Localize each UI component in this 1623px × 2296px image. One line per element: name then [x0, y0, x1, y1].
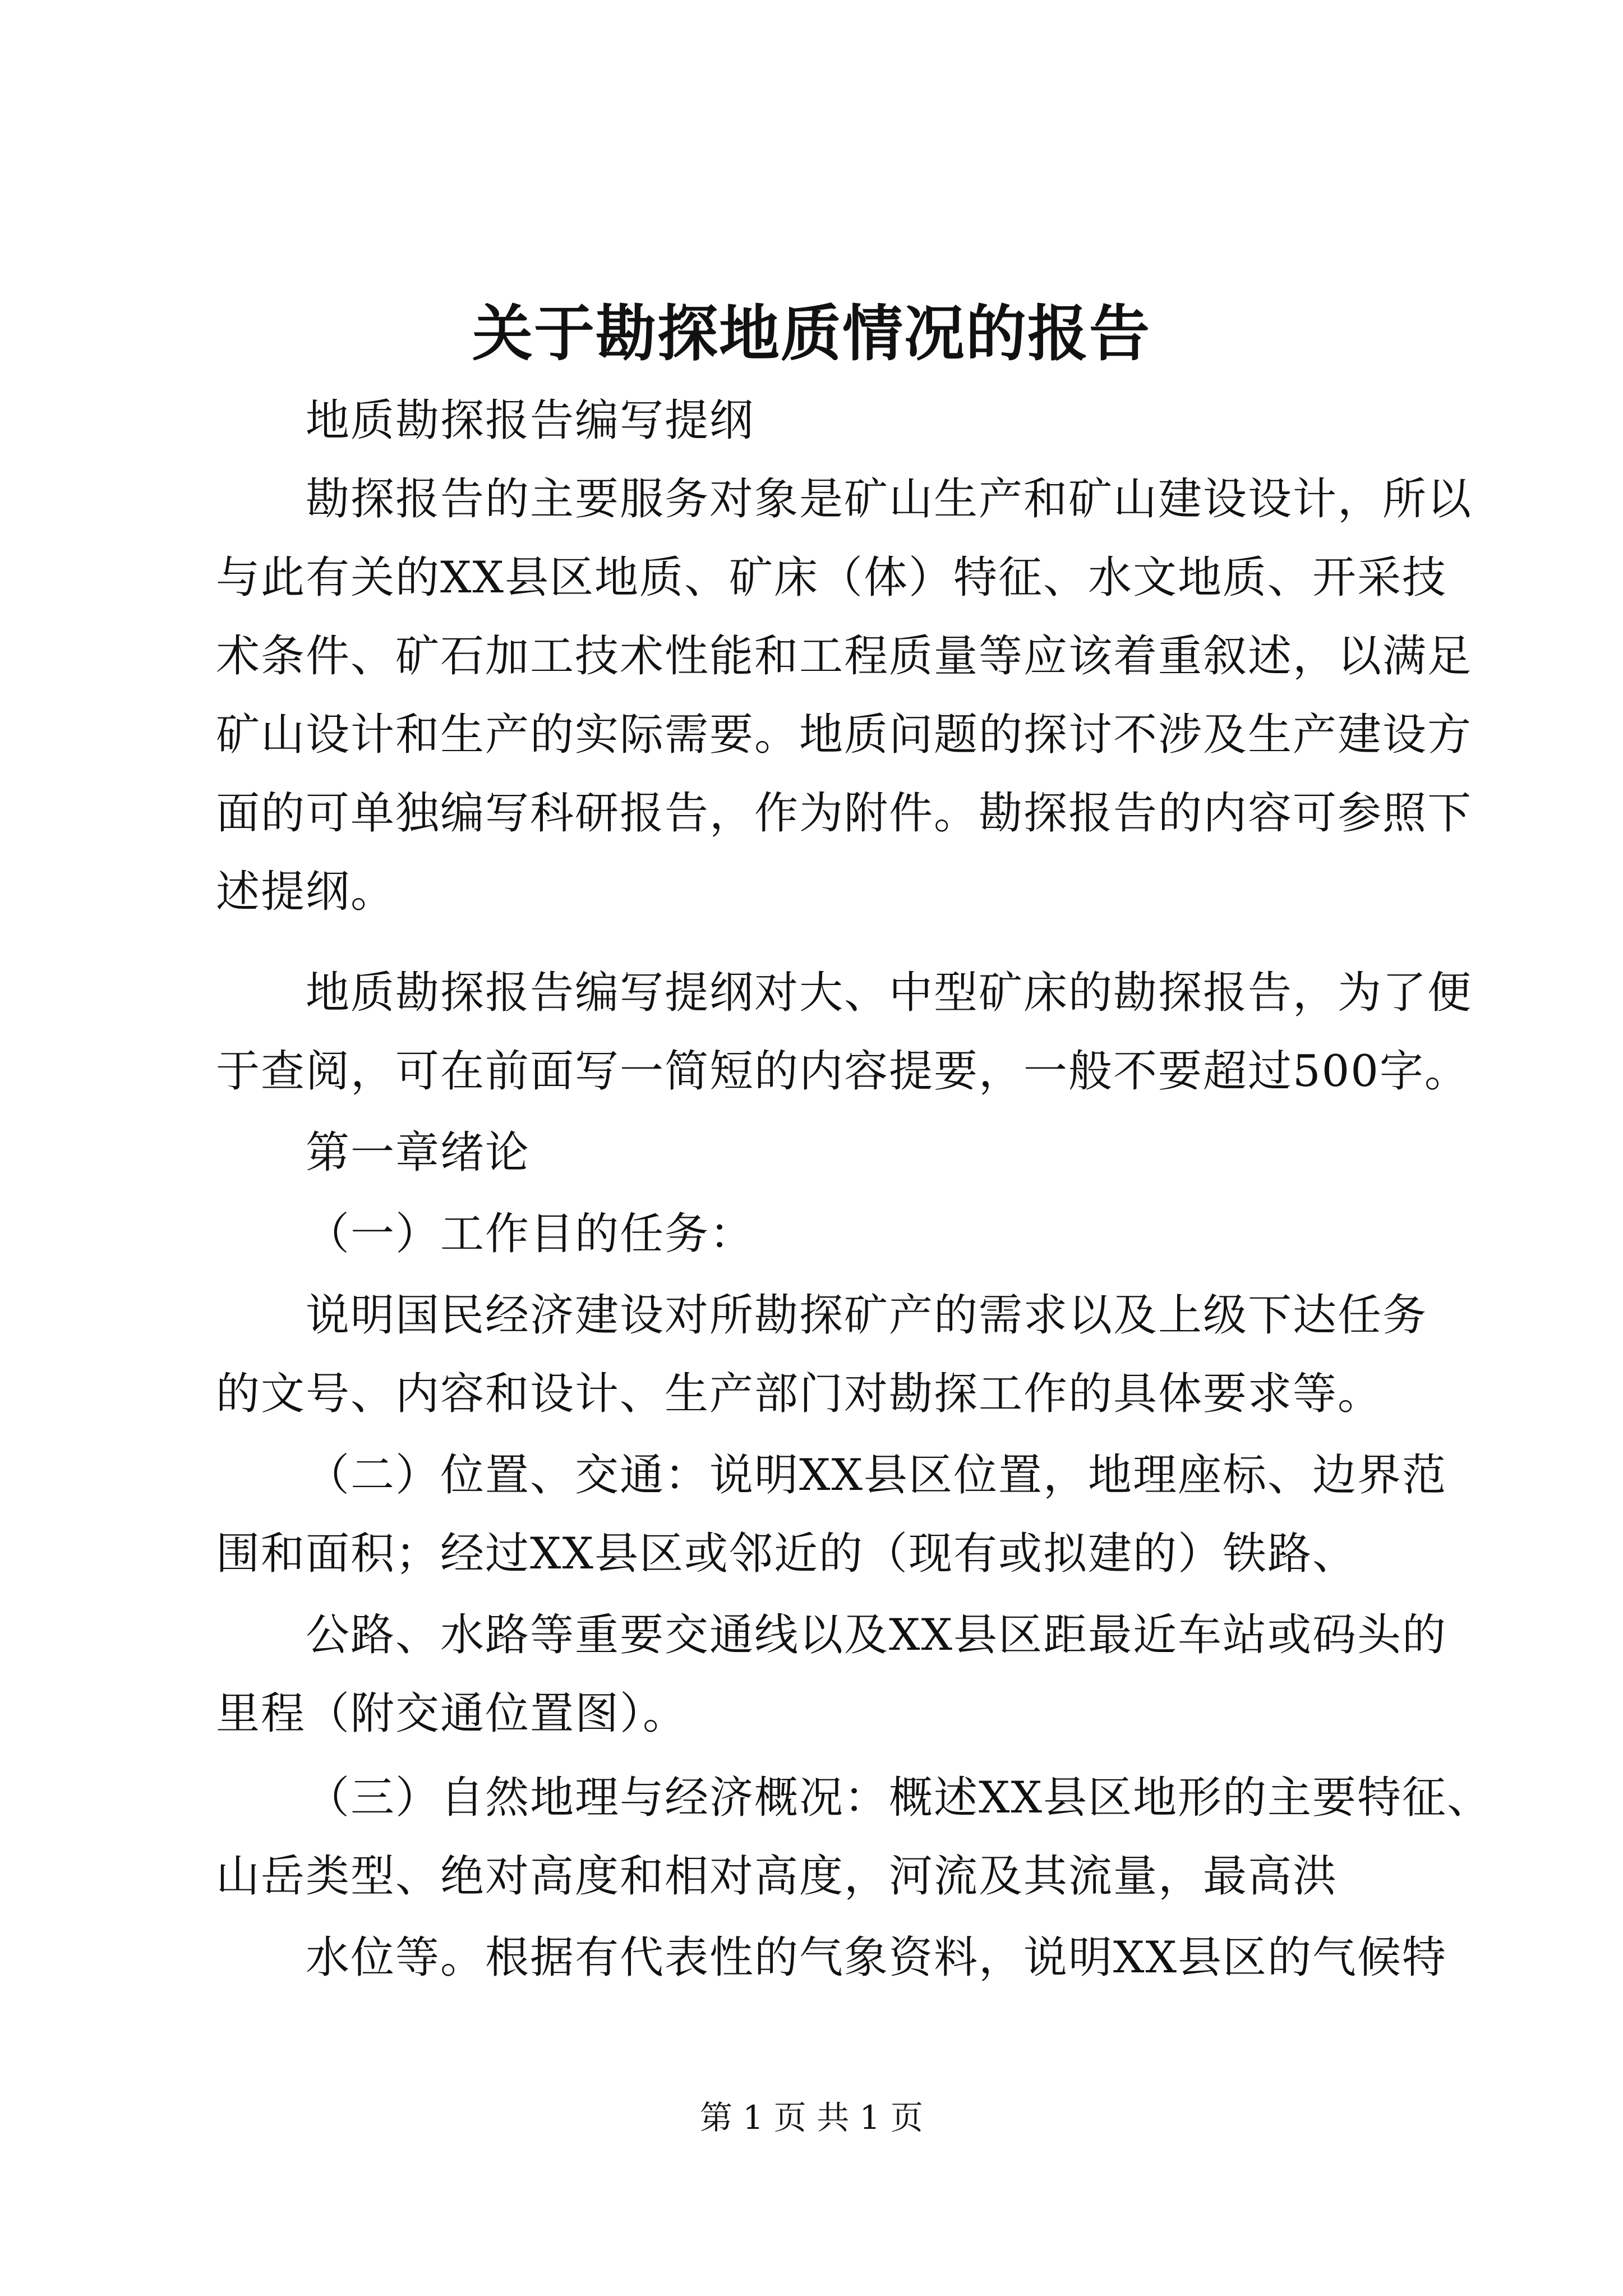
paragraph-line: 水位等。根据有代表性的气象资料，说明XX县区的气候特: [306, 1932, 1447, 1983]
paragraph-line: 矿山设计和生产的实际需要。地质问题的探讨不涉及生产建设方: [216, 710, 1473, 760]
document-title: 关于勘探地质情况的报告: [472, 298, 1151, 369]
paragraph-line: 面的可单独编写科研报告，作为附件。勘探报告的内容可参照下: [216, 788, 1473, 839]
paragraph-line: 说明国民经济建设对所勘探矿产的需求以及上级下达任务: [306, 1290, 1428, 1341]
chapter-heading: 第一章绪论: [306, 1128, 531, 1178]
paragraph-line: 地质勘探报告编写提纲对大、中型矿床的勘探报告，为了便: [306, 968, 1473, 1018]
paragraph-line: 里程（附交通位置图）。: [216, 1688, 688, 1739]
paragraph-line: 公路、水路等重要交通线以及XX县区距最近车站或码头的: [306, 1610, 1447, 1660]
paragraph-line: 于查阅，可在前面写一简短的内容提要，一般不要超过500字。: [216, 1046, 1469, 1097]
paragraph-line: 的文号、内容和设计、生产部门对勘探工作的具体要求等。: [216, 1369, 1383, 1419]
paragraph-line: 与此有关的XX县区地质、矿床（体）特征、水文地质、开采技: [216, 553, 1447, 603]
paragraph-line: 术条件、矿石加工技术性能和工程质量等应该着重叙述，以满足: [216, 631, 1473, 682]
section-heading: 地质勘探报告编写提纲: [306, 395, 755, 446]
paragraph-line: （二）位置、交通：说明XX县区位置，地理座标、边界范: [306, 1450, 1447, 1501]
paragraph-line: 述提纲。: [216, 867, 396, 917]
paragraph-line: 勘探报告的主要服务对象是矿山生产和矿山建设设计，所以: [306, 474, 1473, 524]
paragraph-line: （三）自然地理与经济概况：概述XX县区地形的主要特征、: [306, 1773, 1492, 1823]
subsection-heading: （一）工作目的任务：: [306, 1209, 755, 1259]
paragraph-line: 围和面积；经过XX县区或邻近的（现有或拟建的）铁路、: [216, 1529, 1358, 1579]
paragraph-line: 山岳类型、绝对高度和相对高度，河流及其流量，最高洪: [216, 1851, 1338, 1902]
page-number-footer: 第 1 页 共 1 页: [700, 2099, 923, 2137]
